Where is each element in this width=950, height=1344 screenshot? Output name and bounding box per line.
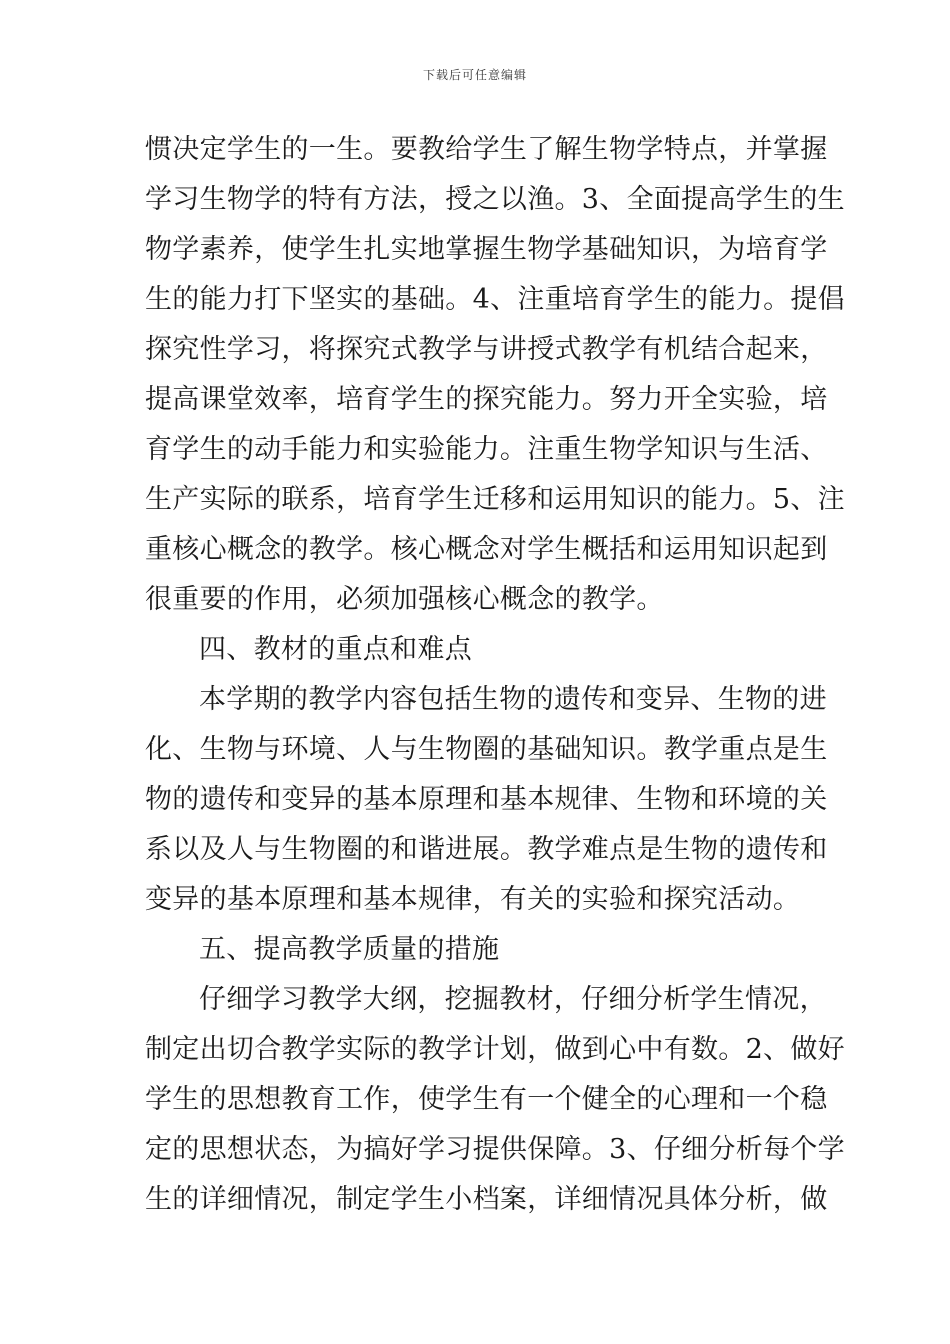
body-line: 生的详细情况，制定学生小档案，详细情况具体分析，做 bbox=[145, 1184, 828, 1215]
section-heading: 五、提高教学质量的措施 bbox=[199, 934, 500, 965]
body-line: 物的遗传和变异的基本原理和基本规律、生物和环境的关 bbox=[145, 784, 828, 815]
body-line: 学习生物学的特有方法，授之以渔。3、全面提高学生的生 bbox=[145, 184, 845, 215]
body-line: 变异的基本原理和基本规律，有关的实验和探究活动。 bbox=[145, 884, 801, 915]
body-line: 生的能力打下坚实的基础。4、注重培育学生的能力。提倡 bbox=[145, 284, 845, 315]
body-line: 育学生的动手能力和实验能力。注重生物学知识与生活、 bbox=[145, 434, 828, 465]
body-line: 很重要的作用，必须加强核心概念的教学。 bbox=[145, 584, 664, 615]
body-line: 本学期的教学内容包括生物的遗传和变异、生物的进 bbox=[199, 684, 827, 715]
body-line: 制定出切合教学实际的教学计划，做到心中有数。2、做好 bbox=[145, 1034, 845, 1065]
header-note: 下载后可任意编辑 bbox=[422, 68, 527, 82]
body-line: 化、生物与环境、人与生物圈的基础知识。教学重点是生 bbox=[145, 734, 828, 765]
body-line: 定的思想状态，为搞好学习提供保障。3、仔细分析每个学 bbox=[145, 1134, 845, 1165]
body-line: 系以及人与生物圈的和谐进展。教学难点是生物的遗传和 bbox=[145, 834, 828, 865]
body-line: 物学素养，使学生扎实地掌握生物学基础知识，为培育学 bbox=[145, 234, 828, 265]
body-line: 学生的思想教育工作，使学生有一个健全的心理和一个稳 bbox=[145, 1084, 828, 1115]
body-line: 探究性学习，将探究式教学与讲授式教学有机结合起来， bbox=[145, 334, 828, 365]
section-heading: 四、教材的重点和难点 bbox=[199, 634, 472, 665]
body-line: 重核心概念的教学。核心概念对学生概括和运用知识起到 bbox=[145, 534, 828, 565]
body-line: 仔细学习教学大纲，挖掘教材，仔细分析学生情况， bbox=[199, 984, 827, 1015]
body-line: 提高课堂效率，培育学生的探究能力。努力开全实验，培 bbox=[145, 384, 828, 415]
body-line: 生产实际的联系，培育学生迁移和运用知识的能力。5、注 bbox=[145, 484, 845, 515]
body-line: 惯决定学生的一生。要教给学生了解生物学特点，并掌握 bbox=[145, 134, 828, 165]
